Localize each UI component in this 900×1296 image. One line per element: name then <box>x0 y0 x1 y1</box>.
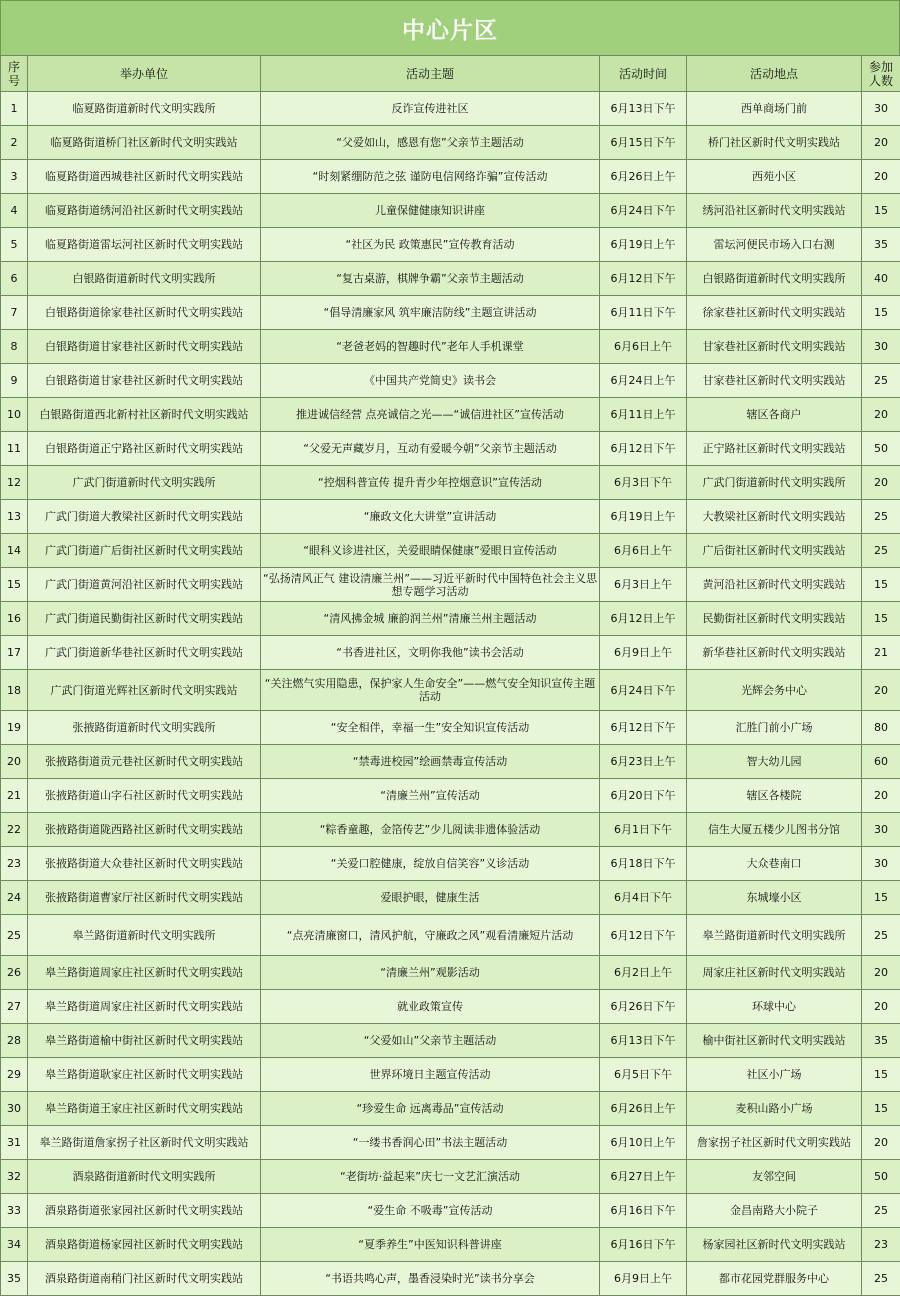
cell-theme: 世界环境日主题宣传活动 <box>261 1058 600 1092</box>
cell-count: 25 <box>862 915 900 956</box>
cell-seq: 30 <box>1 1092 28 1126</box>
cell-place: 皋兰路街道新时代文明实践所 <box>687 915 862 956</box>
cell-time: 6月3日上午 <box>600 568 687 602</box>
cell-org: 酒泉路街道杨家园社区新时代文明实践站 <box>28 1228 261 1262</box>
cell-seq: 4 <box>1 194 28 228</box>
cell-org: 临夏路街道西城巷社区新时代文明实践站 <box>28 160 261 194</box>
table-row <box>1 262 900 296</box>
table-row <box>1 466 900 500</box>
cell-seq: 32 <box>1 1160 28 1194</box>
cell-theme: 《中国共产党简史》读书会 <box>261 364 600 398</box>
table-row <box>1 881 900 915</box>
cell-theme: “老爸老妈的智趣时代”老年人手机课堂 <box>261 330 600 364</box>
table-row <box>1 956 900 990</box>
cell-theme: “珍爱生命 远离毒品”宣传活动 <box>261 1092 600 1126</box>
table-row <box>1 670 900 711</box>
cell-place: 广后街社区新时代文明实践站 <box>687 534 862 568</box>
cell-theme: 推进诚信经营 点亮诚信之光——“诚信进社区”宣传活动 <box>261 398 600 432</box>
table-row <box>1 745 900 779</box>
cell-org: 临夏路街道桥门社区新时代文明实践站 <box>28 126 261 160</box>
table-body <box>1 92 900 1296</box>
cell-theme: “廉政文化大讲堂”宣讲活动 <box>261 500 600 534</box>
cell-org: 临夏路街道绣河沿社区新时代文明实践站 <box>28 194 261 228</box>
cell-org: 临夏路街道新时代文明实践所 <box>28 92 261 126</box>
table-row <box>1 92 900 126</box>
cell-count: 15 <box>862 602 900 636</box>
cell-time: 6月16日下午 <box>600 1228 687 1262</box>
cell-count: 20 <box>862 990 900 1024</box>
table-row <box>1 602 900 636</box>
cell-time: 6月6日上午 <box>600 534 687 568</box>
cell-org: 皋兰路街道周家庄社区新时代文明实践站 <box>28 990 261 1024</box>
cell-count: 20 <box>862 398 900 432</box>
table-row <box>1 330 900 364</box>
cell-place: 雷坛河便民市场入口右测 <box>687 228 862 262</box>
cell-place: 榆中街社区新时代文明实践站 <box>687 1024 862 1058</box>
cell-place: 徐家巷社区新时代文明实践站 <box>687 296 862 330</box>
table-row <box>1 364 900 398</box>
cell-seq: 13 <box>1 500 28 534</box>
table-row <box>1 711 900 745</box>
cell-time: 6月10日上午 <box>600 1126 687 1160</box>
cell-org: 张掖路街道大众巷社区新时代文明实践站 <box>28 847 261 881</box>
cell-seq: 2 <box>1 126 28 160</box>
table-row <box>1 500 900 534</box>
cell-time: 6月12日下午 <box>600 262 687 296</box>
cell-theme: “夏季养生”中医知识科普讲座 <box>261 1228 600 1262</box>
table-row <box>1 1194 900 1228</box>
header-count: 参加人数 <box>862 56 900 92</box>
table-row <box>1 534 900 568</box>
cell-count: 21 <box>862 636 900 670</box>
cell-count: 25 <box>862 1194 900 1228</box>
cell-count: 25 <box>862 1262 900 1296</box>
cell-org: 皋兰路街道王家庄社区新时代文明实践站 <box>28 1092 261 1126</box>
table-row <box>1 1058 900 1092</box>
table-row <box>1 636 900 670</box>
cell-place: 光辉会务中心 <box>687 670 862 711</box>
header-theme: 活动主题 <box>261 56 600 92</box>
cell-place: 西苑小区 <box>687 160 862 194</box>
cell-org: 皋兰路街道新时代文明实践所 <box>28 915 261 956</box>
cell-time: 6月6日上午 <box>600 330 687 364</box>
cell-place: 大教梁社区新时代文明实践站 <box>687 500 862 534</box>
cell-count: 20 <box>862 160 900 194</box>
cell-seq: 29 <box>1 1058 28 1092</box>
cell-org: 广武门街道新华巷社区新时代文明实践站 <box>28 636 261 670</box>
cell-org: 酒泉路街道新时代文明实践所 <box>28 1160 261 1194</box>
activity-table <box>0 55 900 1296</box>
cell-org: 白银路街道西北新村社区新时代文明实践站 <box>28 398 261 432</box>
table-row <box>1 432 900 466</box>
cell-place: 信生大厦五楼少儿图书分馆 <box>687 813 862 847</box>
cell-seq: 27 <box>1 990 28 1024</box>
cell-theme: “老街坊·益起来”庆七一文艺汇演活动 <box>261 1160 600 1194</box>
cell-count: 35 <box>862 228 900 262</box>
cell-place: 东城壕小区 <box>687 881 862 915</box>
cell-theme: “父爱如山，感恩有您”父亲节主题活动 <box>261 126 600 160</box>
cell-seq: 11 <box>1 432 28 466</box>
cell-place: 詹家拐子社区新时代文明实践站 <box>687 1126 862 1160</box>
cell-theme: “一缕书香润心田”书法主题活动 <box>261 1126 600 1160</box>
cell-org: 皋兰路街道詹家拐子社区新时代文明实践站 <box>28 1126 261 1160</box>
cell-count: 15 <box>862 568 900 602</box>
table-row <box>1 228 900 262</box>
header-org: 举办单位 <box>28 56 261 92</box>
table-row <box>1 1024 900 1058</box>
cell-seq: 18 <box>1 670 28 711</box>
cell-seq: 21 <box>1 779 28 813</box>
cell-time: 6月9日上午 <box>600 1262 687 1296</box>
cell-org: 白银路街道徐家巷社区新时代文明实践站 <box>28 296 261 330</box>
cell-seq: 16 <box>1 602 28 636</box>
table-row <box>1 194 900 228</box>
header-row <box>1 56 900 92</box>
cell-count: 35 <box>862 1024 900 1058</box>
header-seq: 序号 <box>1 56 28 92</box>
cell-theme: “时刻紧绷防范之弦 谨防电信网络诈骗”宣传活动 <box>261 160 600 194</box>
cell-theme: “清风拂金城 廉韵润兰州”清廉兰州主题活动 <box>261 602 600 636</box>
cell-seq: 1 <box>1 92 28 126</box>
cell-count: 20 <box>862 1126 900 1160</box>
cell-place: 友邻空间 <box>687 1160 862 1194</box>
cell-time: 6月23日上午 <box>600 745 687 779</box>
cell-place: 麦积山路小广场 <box>687 1092 862 1126</box>
cell-org: 临夏路街道雷坛河社区新时代文明实践站 <box>28 228 261 262</box>
cell-org: 酒泉路街道南稍门社区新时代文明实践站 <box>28 1262 261 1296</box>
cell-count: 20 <box>862 126 900 160</box>
cell-count: 15 <box>862 1092 900 1126</box>
cell-theme: “父爱无声藏岁月，互动有爱暖今朝”父亲节主题活动 <box>261 432 600 466</box>
cell-time: 6月15日下午 <box>600 126 687 160</box>
cell-time: 6月1日下午 <box>600 813 687 847</box>
cell-time: 6月3日下午 <box>600 466 687 500</box>
cell-count: 20 <box>862 466 900 500</box>
cell-org: 张掖路街道贡元巷社区新时代文明实践站 <box>28 745 261 779</box>
cell-time: 6月12日上午 <box>600 602 687 636</box>
cell-time: 6月19日上午 <box>600 500 687 534</box>
cell-org: 白银路街道正宁路社区新时代文明实践站 <box>28 432 261 466</box>
cell-place: 绣河沿社区新时代文明实践站 <box>687 194 862 228</box>
cell-count: 15 <box>862 194 900 228</box>
cell-place: 正宁路社区新时代文明实践站 <box>687 432 862 466</box>
cell-org: 张掖路街道新时代文明实践所 <box>28 711 261 745</box>
cell-theme: “安全相伴，幸福一生”安全知识宣传活动 <box>261 711 600 745</box>
cell-theme: “书语共鸣心声，墨香浸染时光”读书分享会 <box>261 1262 600 1296</box>
cell-place: 甘家巷社区新时代文明实践站 <box>687 364 862 398</box>
cell-theme: “社区为民 政策惠民”宣传教育活动 <box>261 228 600 262</box>
cell-org: 白银路街道新时代文明实践所 <box>28 262 261 296</box>
cell-theme: “倡导清廉家风 筑牢廉洁防线”主题宣讲活动 <box>261 296 600 330</box>
cell-count: 60 <box>862 745 900 779</box>
table-row <box>1 296 900 330</box>
cell-place: 金昌南路大小院子 <box>687 1194 862 1228</box>
header-place: 活动地点 <box>687 56 862 92</box>
cell-time: 6月18日下午 <box>600 847 687 881</box>
table-row <box>1 1092 900 1126</box>
cell-seq: 10 <box>1 398 28 432</box>
cell-count: 20 <box>862 779 900 813</box>
cell-seq: 33 <box>1 1194 28 1228</box>
cell-place: 智大幼儿园 <box>687 745 862 779</box>
cell-theme: “清廉兰州”宣传活动 <box>261 779 600 813</box>
cell-time: 6月26日上午 <box>600 1092 687 1126</box>
cell-org: 张掖路街道山字石社区新时代文明实践站 <box>28 779 261 813</box>
cell-count: 15 <box>862 881 900 915</box>
cell-theme: “点亮清廉窗口，清风护航，守廉政之风”观看清廉短片活动 <box>261 915 600 956</box>
cell-seq: 17 <box>1 636 28 670</box>
cell-place: 汇胜门前小广场 <box>687 711 862 745</box>
cell-place: 西单商场门前 <box>687 92 862 126</box>
cell-org: 广武门街道大教梁社区新时代文明实践站 <box>28 500 261 534</box>
table-row <box>1 1262 900 1296</box>
cell-theme: 就业政策宣传 <box>261 990 600 1024</box>
cell-theme: 爱眼护眼，健康生活 <box>261 881 600 915</box>
cell-org: 皋兰路街道榆中街社区新时代文明实践站 <box>28 1024 261 1058</box>
cell-time: 6月12日下午 <box>600 915 687 956</box>
cell-place: 大众巷南口 <box>687 847 862 881</box>
cell-seq: 6 <box>1 262 28 296</box>
cell-seq: 23 <box>1 847 28 881</box>
cell-count: 50 <box>862 1160 900 1194</box>
cell-place: 白银路街道新时代文明实践所 <box>687 262 862 296</box>
cell-org: 广武门街道广后街社区新时代文明实践站 <box>28 534 261 568</box>
cell-count: 80 <box>862 711 900 745</box>
cell-seq: 19 <box>1 711 28 745</box>
cell-count: 15 <box>862 296 900 330</box>
cell-theme: “弘扬清风正气 建设清廉兰州”——习近平新时代中国特色社会主义思想专题学习活动 <box>261 568 600 602</box>
cell-count: 20 <box>862 956 900 990</box>
cell-place: 环球中心 <box>687 990 862 1024</box>
cell-seq: 35 <box>1 1262 28 1296</box>
table-row <box>1 779 900 813</box>
table-row <box>1 568 900 602</box>
cell-time: 6月5日下午 <box>600 1058 687 1092</box>
cell-theme: “父爱如山”父亲节主题活动 <box>261 1024 600 1058</box>
cell-place: 新华巷社区新时代文明实践站 <box>687 636 862 670</box>
cell-org: 酒泉路街道张家园社区新时代文明实践站 <box>28 1194 261 1228</box>
cell-seq: 22 <box>1 813 28 847</box>
cell-org: 白银路街道甘家巷社区新时代文明实践站 <box>28 364 261 398</box>
cell-count: 30 <box>862 847 900 881</box>
cell-time: 6月20日下午 <box>600 779 687 813</box>
table-row <box>1 1160 900 1194</box>
cell-place: 甘家巷社区新时代文明实践站 <box>687 330 862 364</box>
cell-seq: 31 <box>1 1126 28 1160</box>
cell-time: 6月13日下午 <box>600 1024 687 1058</box>
cell-theme: “复古桌游，棋牌争霸”父亲节主题活动 <box>261 262 600 296</box>
table-row <box>1 126 900 160</box>
cell-place: 广武门街道新时代文明实践所 <box>687 466 862 500</box>
cell-time: 6月9日上午 <box>600 636 687 670</box>
cell-count: 25 <box>862 500 900 534</box>
cell-place: 民勤街社区新时代文明实践站 <box>687 602 862 636</box>
cell-seq: 8 <box>1 330 28 364</box>
cell-org: 广武门街道新时代文明实践所 <box>28 466 261 500</box>
cell-time: 6月26日上午 <box>600 160 687 194</box>
cell-place: 桥门社区新时代文明实践站 <box>687 126 862 160</box>
cell-seq: 28 <box>1 1024 28 1058</box>
cell-org: 广武门街道光辉社区新时代文明实践站 <box>28 670 261 711</box>
cell-time: 6月24日上午 <box>600 364 687 398</box>
cell-count: 25 <box>862 534 900 568</box>
cell-time: 6月13日下午 <box>600 92 687 126</box>
table-row <box>1 1126 900 1160</box>
cell-count: 25 <box>862 364 900 398</box>
cell-theme: 反诈宣传进社区 <box>261 92 600 126</box>
cell-time: 6月12日下午 <box>600 432 687 466</box>
cell-theme: “爱生命 不吸毒”宣传活动 <box>261 1194 600 1228</box>
cell-seq: 34 <box>1 1228 28 1262</box>
cell-time: 6月2日上午 <box>600 956 687 990</box>
cell-theme: “清廉兰州”观影活动 <box>261 956 600 990</box>
cell-count: 40 <box>862 262 900 296</box>
cell-seq: 15 <box>1 568 28 602</box>
cell-time: 6月4日下午 <box>600 881 687 915</box>
cell-seq: 25 <box>1 915 28 956</box>
cell-time: 6月12日下午 <box>600 711 687 745</box>
cell-count: 30 <box>862 330 900 364</box>
cell-org: 皋兰路街道周家庄社区新时代文明实践站 <box>28 956 261 990</box>
cell-time: 6月11日上午 <box>600 398 687 432</box>
cell-theme: “控烟科普宣传 提升青少年控烟意识”宣传活动 <box>261 466 600 500</box>
cell-org: 张掖路街道陇西路社区新时代文明实践站 <box>28 813 261 847</box>
cell-seq: 14 <box>1 534 28 568</box>
cell-place: 社区小广场 <box>687 1058 862 1092</box>
cell-place: 周家庄社区新时代文明实践站 <box>687 956 862 990</box>
cell-count: 30 <box>862 813 900 847</box>
cell-time: 6月19日上午 <box>600 228 687 262</box>
cell-theme: 儿童保健健康知识讲座 <box>261 194 600 228</box>
cell-time: 6月11日下午 <box>600 296 687 330</box>
cell-theme: “眼科义诊进社区，关爱眼睛保健康”爱眼日宣传活动 <box>261 534 600 568</box>
cell-place: 辖区各商户 <box>687 398 862 432</box>
cell-count: 20 <box>862 670 900 711</box>
cell-theme: “禁毒进校园”绘画禁毒宣传活动 <box>261 745 600 779</box>
cell-time: 6月27日上午 <box>600 1160 687 1194</box>
page-title: 中心片区 <box>0 0 900 56</box>
cell-org: 广武门街道民勤街社区新时代文明实践站 <box>28 602 261 636</box>
cell-seq: 12 <box>1 466 28 500</box>
table-row <box>1 160 900 194</box>
cell-place: 黄河沿社区新时代文明实践站 <box>687 568 862 602</box>
cell-count: 50 <box>862 432 900 466</box>
table-row <box>1 990 900 1024</box>
cell-seq: 24 <box>1 881 28 915</box>
table-row <box>1 1228 900 1262</box>
table-row <box>1 915 900 956</box>
cell-seq: 9 <box>1 364 28 398</box>
cell-theme: “关爱口腔健康，绽放自信笑容”义诊活动 <box>261 847 600 881</box>
cell-time: 6月24日下午 <box>600 194 687 228</box>
table-row <box>1 813 900 847</box>
cell-org: 皋兰路街道耿家庄社区新时代文明实践站 <box>28 1058 261 1092</box>
cell-theme: “粽香童趣，金箔传艺”少儿阅读非遗体验活动 <box>261 813 600 847</box>
cell-time: 6月24日下午 <box>600 670 687 711</box>
cell-seq: 3 <box>1 160 28 194</box>
cell-seq: 7 <box>1 296 28 330</box>
cell-org: 白银路街道甘家巷社区新时代文明实践站 <box>28 330 261 364</box>
cell-theme: “关注燃气实用隐患，保护家人生命安全”——燃气安全知识宣传主题活动 <box>261 670 600 711</box>
cell-org: 张掖路街道曹家厅社区新时代文明实践站 <box>28 881 261 915</box>
cell-count: 23 <box>862 1228 900 1262</box>
cell-seq: 20 <box>1 745 28 779</box>
cell-count: 15 <box>862 1058 900 1092</box>
cell-seq: 5 <box>1 228 28 262</box>
cell-count: 30 <box>862 92 900 126</box>
cell-place: 都市花园党群服务中心 <box>687 1262 862 1296</box>
cell-time: 6月26日下午 <box>600 990 687 1024</box>
cell-theme: “书香进社区，文明你我他”读书会活动 <box>261 636 600 670</box>
cell-time: 6月16日下午 <box>600 1194 687 1228</box>
cell-seq: 26 <box>1 956 28 990</box>
table-row <box>1 398 900 432</box>
cell-place: 杨家园社区新时代文明实践站 <box>687 1228 862 1262</box>
header-time: 活动时间 <box>600 56 687 92</box>
table-row <box>1 847 900 881</box>
cell-org: 广武门街道黄河沿社区新时代文明实践站 <box>28 568 261 602</box>
cell-place: 辖区各楼院 <box>687 779 862 813</box>
